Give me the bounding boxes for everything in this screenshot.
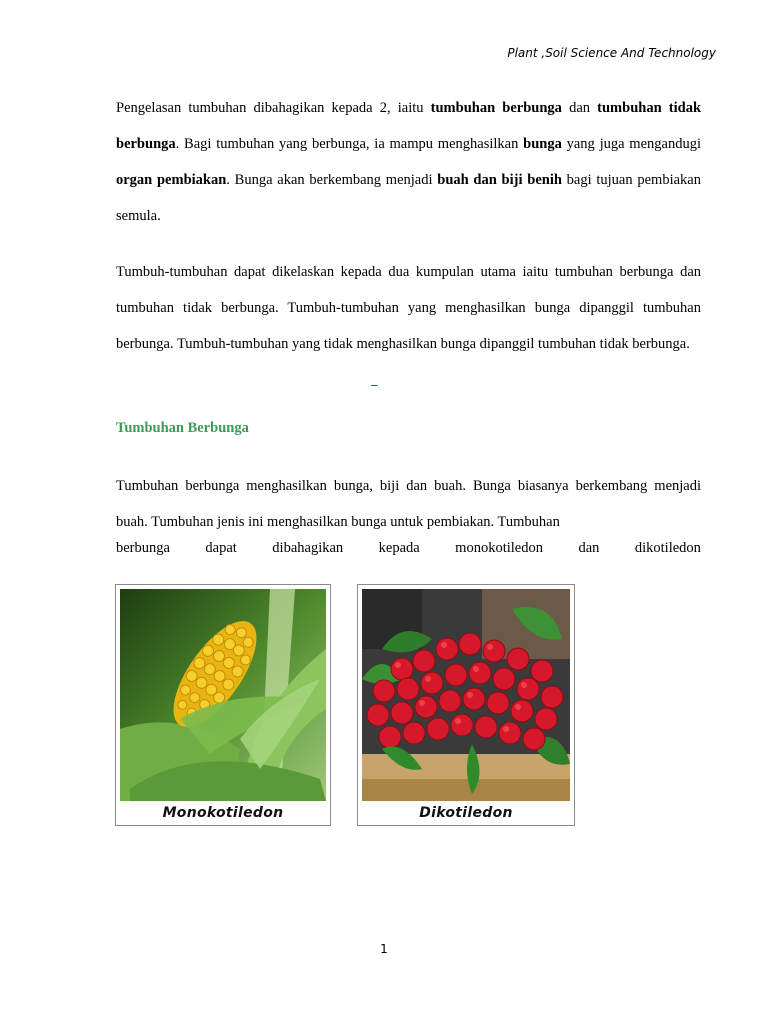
stray-link-mark[interactable]: _ xyxy=(371,372,378,387)
word: dan xyxy=(578,540,600,556)
dicot-photo-card xyxy=(357,584,575,826)
image-caption: Dikotiledon xyxy=(419,805,513,821)
corn-cob-photo xyxy=(120,589,326,801)
page-header: Plant ,Soil Science And Technology xyxy=(507,46,716,60)
word: monokotiledon xyxy=(455,540,543,556)
paragraph-groups: Tumbuh-tumbuhan dapat dikelaskan kepada dua kumpulan utama iaitu tumbuhan berbunga dan tumbuhan tidak berbunga. Tumbuh-tumbuhan yang menghasilkan bunga dipanggil tumbuhan berbunga. Tumbuh-tumbuhan yang tidak menghasilkan bunga dipanggil tumbuhan tidak berbunga. xyxy=(116,264,701,352)
word: dibahagikan xyxy=(272,540,344,556)
bold-term: tumbuhan berbunga xyxy=(430,100,562,116)
text-run: yang juga mengandugi xyxy=(561,136,701,152)
page-number: 1 xyxy=(380,942,388,956)
text-run: . Bunga akan berkembang menjadi xyxy=(226,172,438,188)
rambutan-photo xyxy=(362,589,570,801)
word: kepada xyxy=(378,540,420,556)
word: dikotiledon xyxy=(634,540,701,556)
text-run: dan xyxy=(561,100,598,116)
word: berbunga xyxy=(116,540,170,556)
paragraph-flowering: Tumbuhan berbunga menghasilkan bunga, biji dan buah. Bunga biasanya berkembang menjadi buah. Tumbuhan jenis ini menghasilkan bunga untuk pembiakan. Tumbuhan xyxy=(116,478,701,530)
justified-last-line xyxy=(116,540,701,557)
bold-term: organ pembiakan xyxy=(116,172,227,188)
text-run: bagi tujuan pembiakan semula. xyxy=(116,172,701,224)
bold-term: tumbuhan tidak berbunga xyxy=(116,100,702,152)
monocot-photo-card xyxy=(115,584,331,826)
section-heading: Tumbuhan Berbunga xyxy=(116,420,249,436)
image-caption: Monokotiledon xyxy=(162,805,284,821)
bold-term: bunga xyxy=(523,136,562,152)
text-run: Pengelasan tumbuhan dibahagikan kepada 2, iaitu xyxy=(116,100,431,116)
paragraph-classification xyxy=(116,90,701,234)
text-run: . Bagi tumbuhan yang berbunga, ia mampu menghasilkan xyxy=(175,136,524,152)
word: dapat xyxy=(205,540,237,556)
bold-term: buah dan biji benih xyxy=(437,172,562,188)
